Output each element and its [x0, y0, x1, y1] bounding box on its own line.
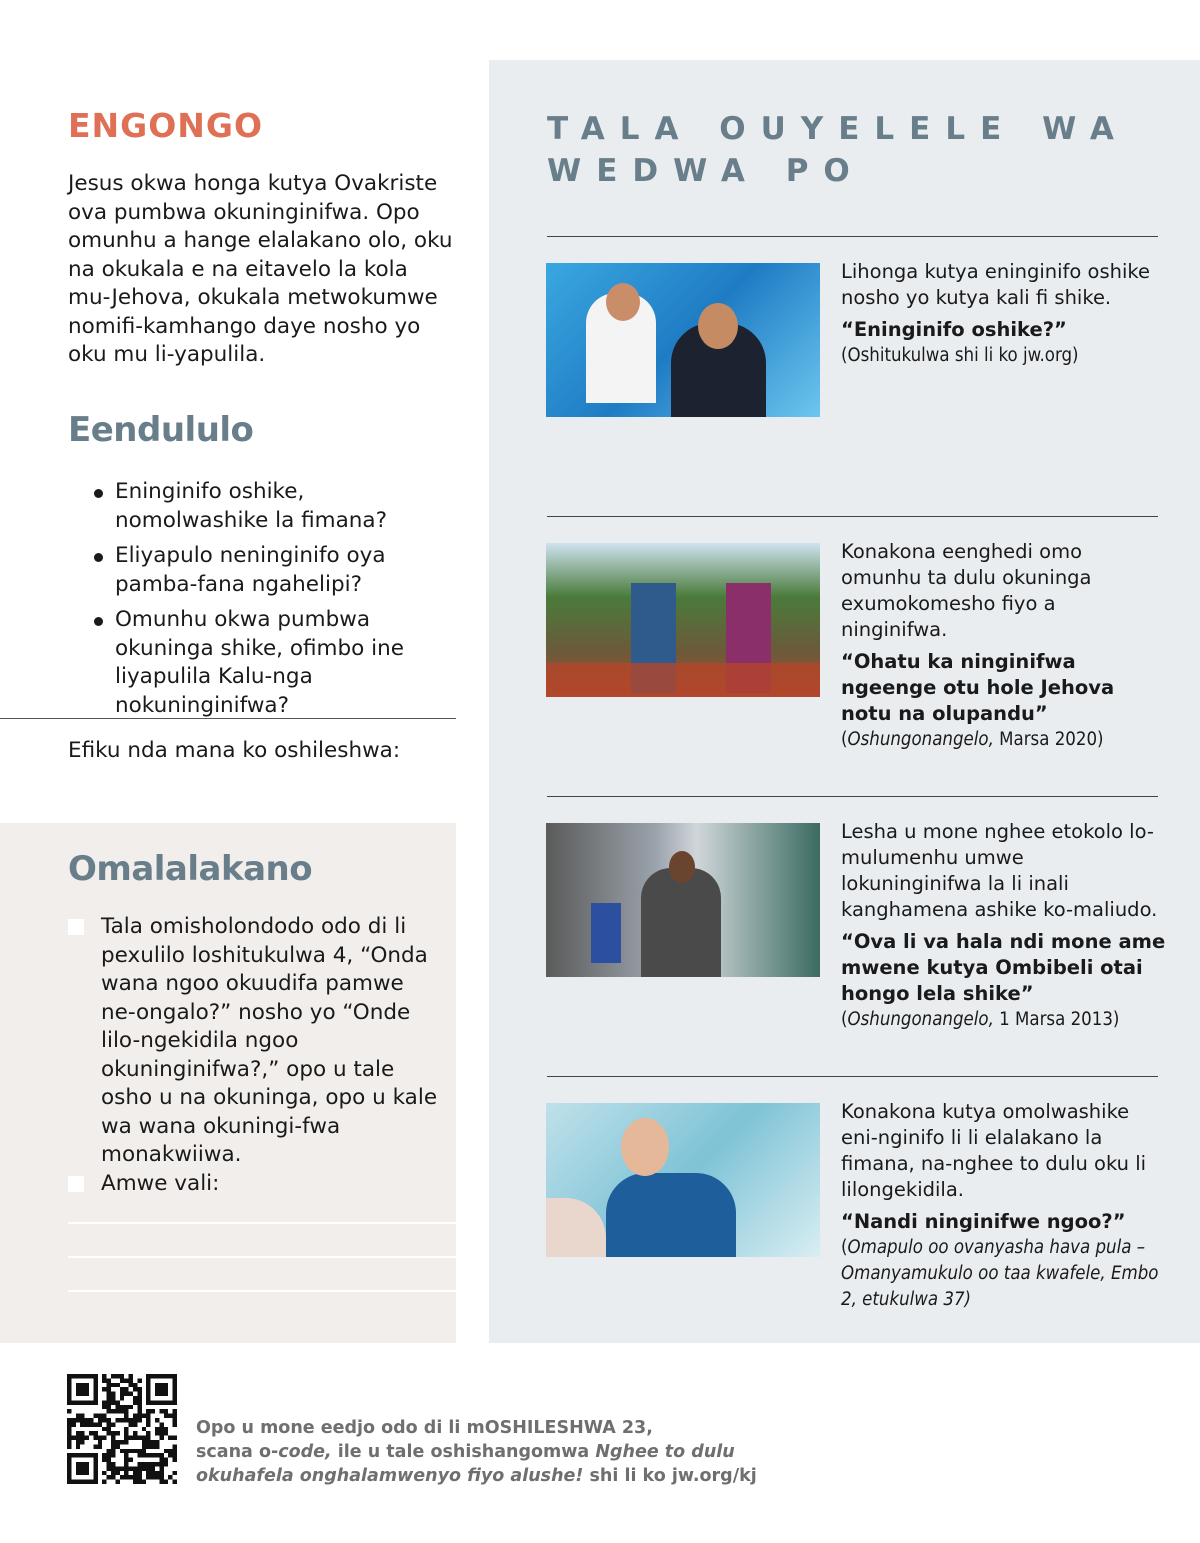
baptism-photo: [546, 263, 820, 417]
question-item: Omunhu okwa pumbwa okuninga shike, ofimbo ine liyapulila Kalu-nga nokuninginifwa?: [92, 606, 462, 720]
qr-code[interactable]: [67, 1374, 177, 1484]
resource-source: (Oshungonangelo, 1 Marsa 2013): [841, 1009, 1120, 1030]
intro-text: Jesus okwa honga kutya Ovakriste ova pumbwa okuninginifwa. Opo omunhu a hange elalakano olo, oku na okukala e na eitavelo la kola mu-Jehova, okukala metwokumwe nomifi-kamhango daye nosho yo oku mu li-yapulila.: [68, 171, 453, 367]
resource-desc: Konakona eenghedi omo omunhu ta dulu okuninga exumokomesho fiyo a ninginifwa.: [841, 540, 1092, 641]
goal-item: Amwe vali:: [101, 1171, 220, 1196]
resource-title[interactable]: “Nandi ninginifwe ngoo?”: [841, 1210, 1126, 1233]
goal-item: Tala omisholondodo odo di li pexulilo loshitukulwa 4, “Onda wana ngoo okuudifa pamwe ne-ongalo?” nosho yo “Onde lilo-ngekidila ngoo okuninginifwa?,” opo u tale osho u na okuninga, opo u kale wa wana okuningi-fwa monakwiiwa.: [101, 914, 438, 1167]
divider: [547, 236, 1158, 237]
city-photo: [546, 823, 820, 977]
divider: [0, 718, 456, 719]
divider: [547, 516, 1158, 517]
resource-title[interactable]: “Ova li va hala ndi mone ame mwene kutya Ombibeli otai hongo lela shike”: [841, 930, 1166, 1005]
write-line[interactable]: [68, 1290, 456, 1292]
young-woman-baptism-photo: [546, 1103, 820, 1257]
goal-checkbox[interactable]: [68, 919, 84, 935]
goal-checkbox[interactable]: [68, 1176, 84, 1192]
review-heading: Eendululo: [68, 410, 254, 450]
date-completed-label: Efiku nda mana ko oshileshwa:: [68, 738, 401, 763]
resource-item: [841, 539, 1166, 753]
resource-item: [841, 1099, 1166, 1313]
divider: [547, 1076, 1158, 1077]
resource-source: (Omapulo oo ovanyasha hava pula – Omanyamukulo oo taa kwafele, Embo 2, etukulwa 37): [841, 1237, 1159, 1310]
review-questions: [92, 478, 462, 727]
resource-title[interactable]: “Ohatu ka ninginifwa ngeenge otu hole Jehova notu na olupandu”: [841, 650, 1115, 725]
resource-desc: Konakona kutya omolwashike eni-nginifo li li elalakano la fimana, na-nghee to dulu oku li lilongekidila.: [841, 1100, 1147, 1201]
resource-item: [841, 259, 1166, 369]
divider: [547, 796, 1158, 797]
goals-heading: Omalalakano: [68, 849, 313, 889]
resource-desc: Lihonga kutya eninginifo oshike nosho yo kutya kali fi shike.: [841, 260, 1151, 309]
question-item: Eninginifo oshike, nomolwashike la fimana?: [92, 478, 462, 535]
market-photo: [546, 543, 820, 697]
resource-title[interactable]: “Eninginifo oshike?”: [841, 318, 1067, 341]
resource-source: (Oshungonangelo, Marsa 2020): [841, 729, 1104, 750]
footer-note: Opo u mone eedjo odo di li mOSHILESHWA 23, scana o-code, ile u tale oshishangomwa Nghee to dulu okuhafela onghalamwenyo fiyo alushe! shi li ko jw.org/kj: [196, 1418, 757, 1486]
section-title: ENGONGO: [68, 106, 264, 145]
question-item: Eliyapulo neninginifo oya pamba-fana ngahelipi?: [92, 542, 462, 599]
more-info-title: TALA OUYELELE WA WEDWA PO: [547, 111, 1129, 189]
write-line[interactable]: [68, 1256, 456, 1258]
resource-source: (Oshitukulwa shi li ko jw.org): [841, 345, 1079, 366]
resource-item: [841, 819, 1166, 1033]
write-line[interactable]: [68, 1222, 456, 1224]
resource-desc: Lesha u mone nghee etokolo lo-mulumenhu umwe lokuninginifwa la li inali kanghamena ashike ko-maliudo.: [841, 820, 1158, 921]
